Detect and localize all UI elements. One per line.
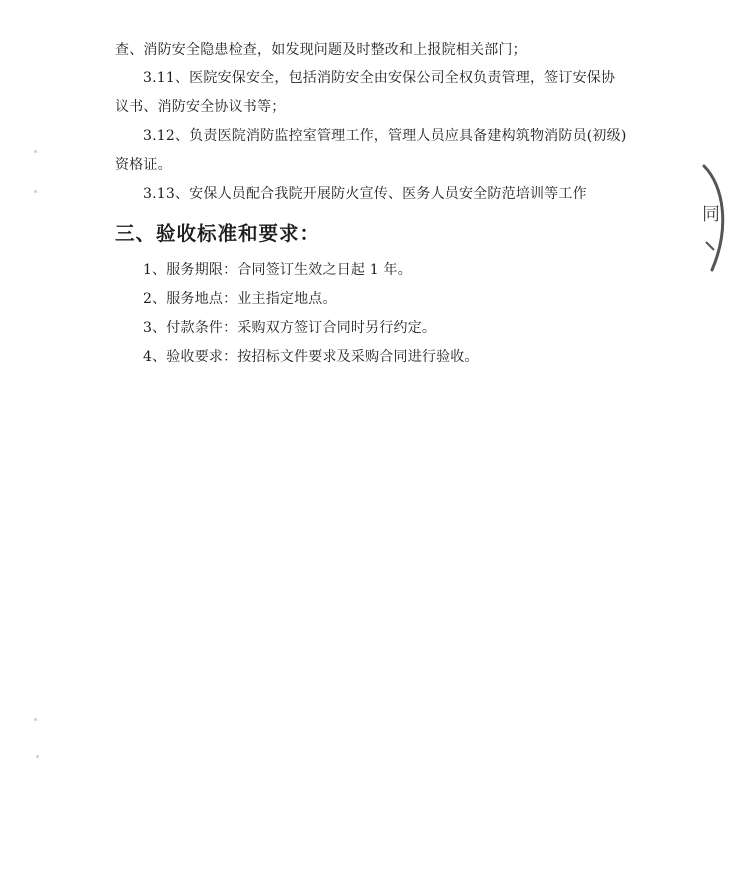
- list-item: 2、服务地点：业主指定地点。: [143, 291, 337, 307]
- section-heading: 三、验收标准和要求：: [115, 222, 321, 245]
- paragraph-line: 资格证。: [115, 157, 172, 173]
- paragraph-line: 3.12、负责医院消防监控室管理工作，管理人员应具备建构筑物消防员(初级): [143, 128, 627, 144]
- seal-stamp: [690, 158, 733, 278]
- paragraph-line: 3.11、医院安保安全，包括消防安全由安保公司全权负责管理，签订安保协: [143, 70, 616, 86]
- list-item: 4、验收要求：按招标文件要求及采购合同进行验收。: [143, 349, 479, 365]
- scan-speck: [36, 755, 39, 758]
- paragraph-line: 3.13、安保人员配合我院开展防火宣传、医务人员安全防范培训等工作: [143, 186, 587, 202]
- scan-speck: [34, 718, 37, 721]
- list-item: 3、付款条件：采购双方签订合同时另行约定。: [143, 320, 437, 336]
- list-item: 1、服务期限：合同签订生效之日起 1 年。: [143, 262, 412, 278]
- scan-speck: [34, 190, 37, 193]
- paragraph-line: 查、消防安全隐患检查，如发现问题及时整改和上报院相关部门；: [115, 42, 527, 58]
- scan-speck: [34, 150, 37, 153]
- seal-char: 同: [702, 204, 720, 225]
- paragraph-line: 议书、消防安全协议书等；: [115, 99, 286, 115]
